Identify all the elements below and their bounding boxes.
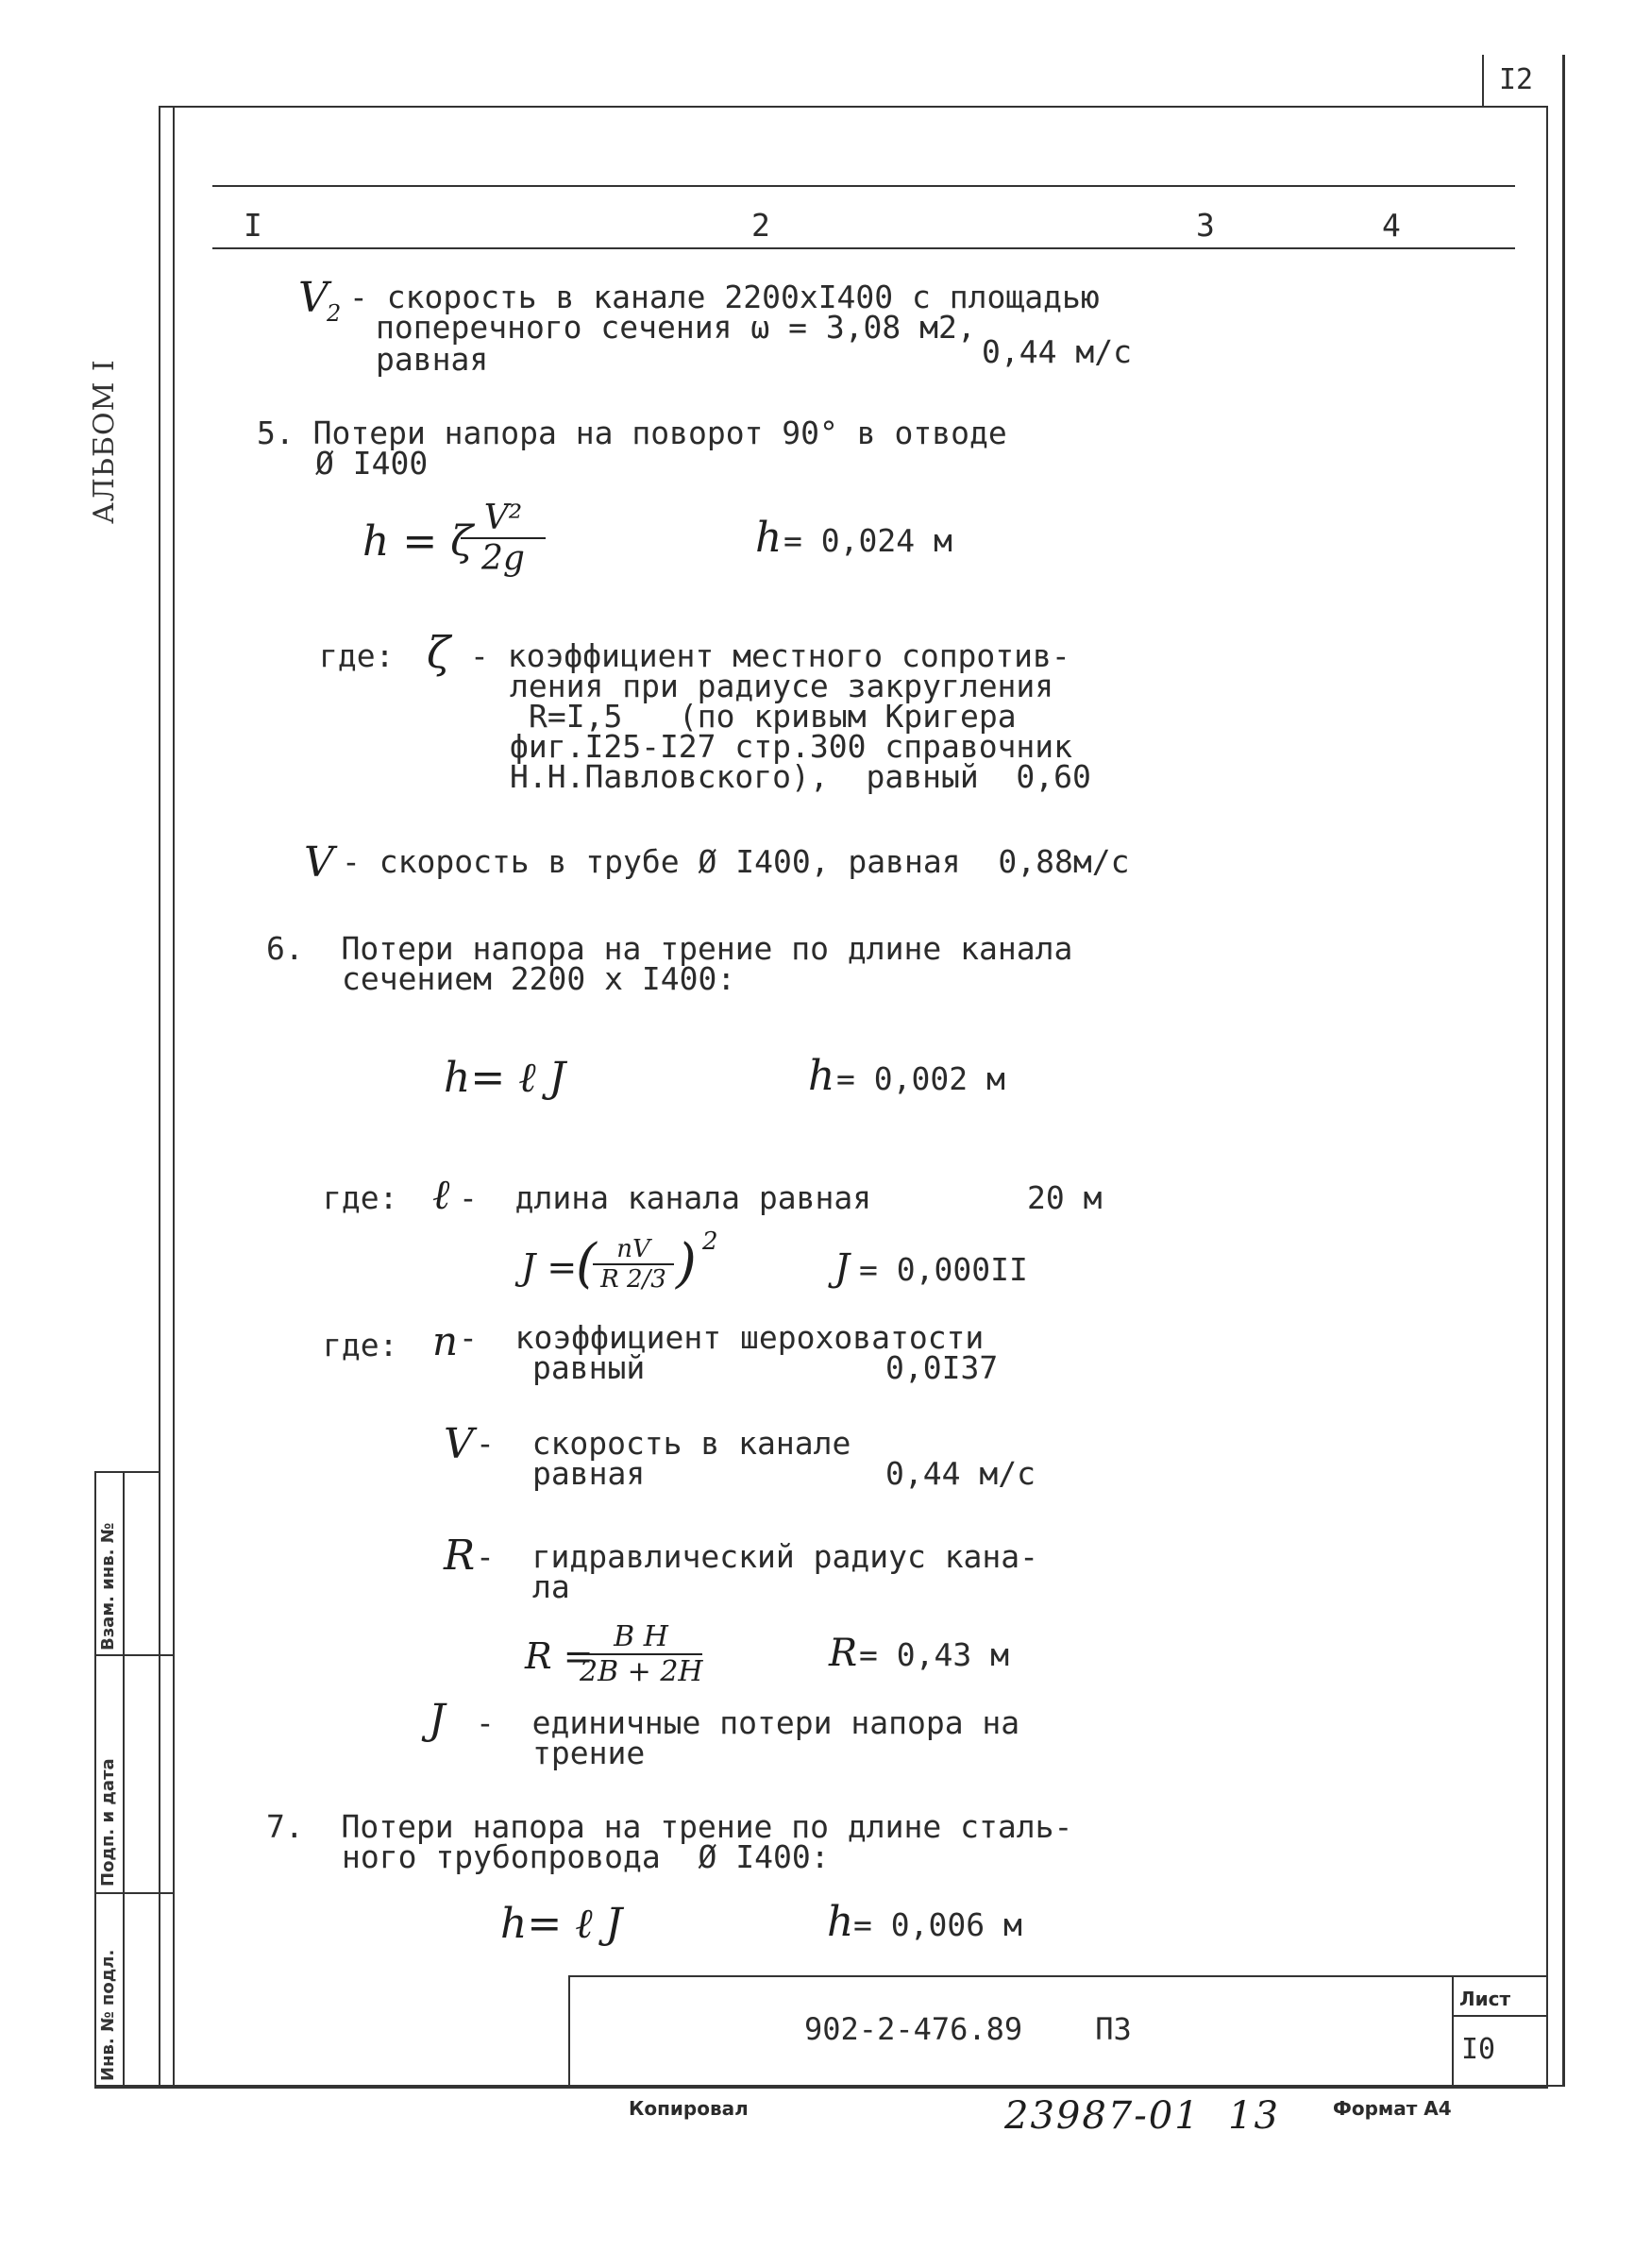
title-block-sheet-hline bbox=[1452, 2015, 1546, 2017]
item7-formula: h= ℓ J bbox=[500, 1900, 623, 1948]
item5-where-label: где: bbox=[319, 637, 395, 674]
item6-v-line1: - скорость в канале bbox=[476, 1425, 851, 1462]
item6-r-den: 2B + 2H bbox=[580, 1655, 703, 1688]
item6-r-line1: - гидравлический радиус кана- bbox=[476, 1538, 1039, 1575]
item6-result: = 0,002 м bbox=[836, 1060, 1005, 1097]
item6-j-den: R 2/3 bbox=[600, 1265, 666, 1294]
v2-line1: - скорость в канале 2200хI400 с площадью bbox=[349, 279, 1100, 315]
item5-formula-lhs: h = ζ bbox=[362, 517, 474, 566]
item6-r-fraction bbox=[580, 1620, 702, 1688]
item5-zeta-line4: фиг.I25-I27 стр.300 справочник bbox=[510, 728, 1073, 765]
item6-formula: h= ℓ J bbox=[444, 1054, 566, 1102]
item6-j-result-symbol: J bbox=[834, 1246, 851, 1290]
item5-zeta-line2: ления при радиусе закругления bbox=[510, 668, 1054, 704]
side-stamp-col1: Инв. № подл. bbox=[98, 1949, 118, 2081]
item6-v-line2: равная bbox=[532, 1455, 646, 1492]
sheet-corner-number: I2 bbox=[1499, 63, 1534, 96]
item5-zeta-line1: - коэффициент местного сопротив- bbox=[470, 637, 1070, 674]
right-frame-line-outer bbox=[1562, 55, 1565, 2087]
item6-j-rparen: ) bbox=[676, 1233, 697, 1295]
item5-formula-num: V² bbox=[483, 499, 523, 537]
item6-v-value: 0,44 м/с bbox=[885, 1455, 1036, 1492]
item5-title1: 5. Потери напора на поворот 90° в отводе bbox=[257, 415, 1007, 451]
v2-line3: равная bbox=[376, 341, 489, 378]
footer-handwritten-number: 23987-01 13 bbox=[1004, 2094, 1280, 2138]
item5-result-symbol: h bbox=[755, 514, 783, 562]
item6-r-num: B H bbox=[614, 1620, 668, 1653]
item6-r-result: = 0,43 м bbox=[859, 1636, 1009, 1673]
item5-zeta-line3: R=I,5 (по кривым Кригера bbox=[529, 698, 1017, 735]
item6-j-num: nV bbox=[616, 1235, 650, 1263]
stamp-doc-code: 902-2-476.89 ПЗ bbox=[804, 2011, 1132, 2047]
item6-j-result: = 0,000II bbox=[859, 1251, 1028, 1288]
item6-result-symbol: h bbox=[808, 1052, 835, 1100]
item6-n-value: 0,0I37 bbox=[885, 1349, 999, 1386]
v2-line2: поперечного сечения ω = 3,08 м2, bbox=[376, 309, 976, 346]
stamp-sheet-number: I0 bbox=[1461, 2033, 1496, 2066]
item6-r-symbol: R bbox=[444, 1532, 476, 1580]
column-header-3: 3 bbox=[1196, 207, 1215, 244]
item5-title2: Ø I400 bbox=[315, 445, 429, 482]
item5-formula-fraction bbox=[461, 499, 546, 578]
item6-where-label: где: bbox=[323, 1179, 398, 1216]
item6-where2-label: где: bbox=[323, 1327, 398, 1363]
column-header-1: I bbox=[244, 207, 262, 244]
column-header-4: 4 bbox=[1382, 207, 1401, 244]
item6-r-result-symbol: R bbox=[829, 1632, 858, 1675]
side-stamp-row1 bbox=[94, 1654, 174, 1656]
footer-copied: Копировал bbox=[629, 2097, 749, 2120]
v2-value: 0,44 м/с bbox=[982, 333, 1132, 370]
item6-l-symbol: ℓ bbox=[432, 1171, 450, 1219]
header-top-line bbox=[212, 185, 1515, 187]
item6-l-line: - длина канала равная bbox=[459, 1179, 872, 1216]
item6-r-lhs: R = bbox=[525, 1635, 594, 1677]
right-frame-line-inner bbox=[1546, 106, 1548, 2087]
item6-title1: 6. Потери напора на трение по длине канала bbox=[266, 930, 1073, 967]
item6-j-fraction bbox=[593, 1235, 674, 1294]
item6-j-lparen: ( bbox=[576, 1233, 597, 1295]
title-block-sheet-divider bbox=[1452, 1975, 1454, 2085]
side-stamp-col3: Взам. инв. № bbox=[98, 1522, 118, 1650]
item7-title2: ного трубопровода Ø I400: bbox=[342, 1838, 830, 1875]
inner-left-line bbox=[173, 106, 175, 2085]
item5-zeta-line5: Н.Н.Павловского), равный 0,60 bbox=[510, 758, 1091, 795]
item5-zeta-symbol: ζ bbox=[427, 627, 450, 678]
item5-formula-den: 2g bbox=[481, 539, 525, 578]
side-stamp-row2 bbox=[94, 1892, 174, 1894]
item7-title1: 7. Потери напора на трение по длине сталь- bbox=[266, 1808, 1073, 1845]
item6-v-symbol: V bbox=[444, 1420, 474, 1468]
item6-n-line2: равный bbox=[532, 1349, 646, 1386]
item6-j-exp: 2 bbox=[702, 1227, 718, 1256]
header-bottom-line bbox=[212, 247, 1515, 249]
item5-v-symbol: V bbox=[304, 838, 334, 887]
item6-n-symbol: n bbox=[432, 1318, 459, 1364]
item7-result: = 0,006 м bbox=[853, 1906, 1022, 1943]
column-header-2: 2 bbox=[751, 207, 770, 244]
side-stamp-col-divider bbox=[123, 1471, 125, 2085]
corner-box-left bbox=[1482, 55, 1484, 106]
item6-l-value: 20 м bbox=[1027, 1179, 1103, 1216]
item5-v-line: - скорость в трубе Ø I400, равная 0,88м/с bbox=[342, 843, 1130, 880]
item6-title2: сечением 2200 х I400: bbox=[342, 960, 736, 997]
outer-frame bbox=[159, 106, 1548, 2089]
item6-j-lhs: J = bbox=[521, 1246, 578, 1288]
item7-result-symbol: h bbox=[827, 1898, 854, 1946]
v2-symbol: V bbox=[298, 274, 328, 322]
item6-jj-symbol: J bbox=[429, 1696, 446, 1744]
footer-format: Формат А4 bbox=[1333, 2097, 1452, 2120]
stamp-sheet-label: Лист bbox=[1459, 1988, 1511, 2010]
v2-subscript: 2 bbox=[327, 300, 342, 327]
item6-jj-line2: трение bbox=[532, 1735, 646, 1771]
side-stamp-col2: Подп. и дата bbox=[98, 1758, 118, 1887]
item6-n-line1: - коэффициент шероховатости bbox=[459, 1319, 985, 1356]
item5-result: = 0,024 м bbox=[783, 522, 952, 559]
item6-r-line2: ла bbox=[532, 1568, 570, 1605]
album-label: АЛЬБОМ I bbox=[88, 359, 121, 524]
item6-jj-line1: - единичные потери напора на bbox=[476, 1704, 1020, 1741]
